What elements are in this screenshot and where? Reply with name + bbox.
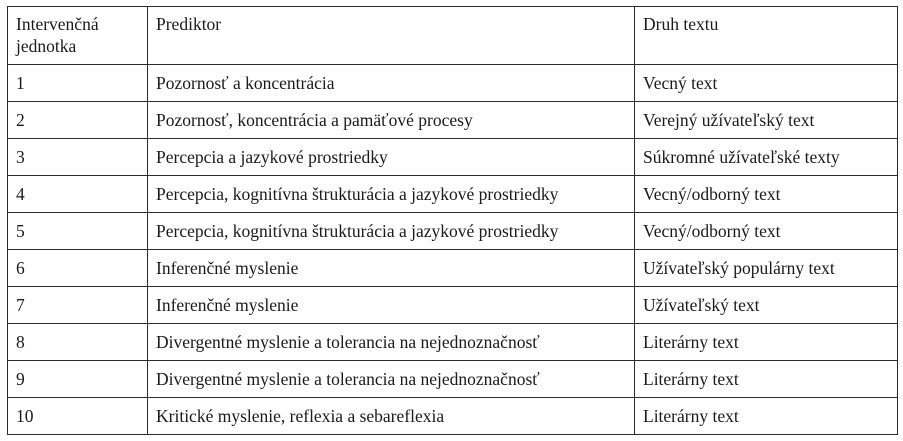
cell-unit: 6 [8,250,148,287]
cell-text-type: Vecný/odborný text [635,213,898,250]
cell-unit: 9 [8,361,148,398]
cell-predictor: Divergentné myslenie a tolerancia na nejednoznačnosť [148,361,635,398]
cell-unit: 7 [8,287,148,324]
table-row [8,287,898,324]
cell-text-type: Užívateľský text [635,287,898,324]
cell-predictor: Inferenčné myslenie [148,250,635,287]
table-body [8,65,898,435]
intervention-table [7,6,898,435]
cell-unit: 4 [8,176,148,213]
table-row [8,324,898,361]
table-header [8,7,898,65]
cell-predictor: Percepcia, kognitívna štrukturácia a jazykové prostriedky [148,176,635,213]
table-row [8,213,898,250]
header-text-type: Druh textu [635,7,898,65]
table-row [8,250,898,287]
cell-text-type: Užívateľský populárny text [635,250,898,287]
cell-predictor: Inferenčné myslenie [148,287,635,324]
cell-text-type: Literárny text [635,361,898,398]
header-predictor: Prediktor [148,7,635,65]
cell-unit: 8 [8,324,148,361]
table-row [8,139,898,176]
table-row [8,176,898,213]
cell-unit: 10 [8,398,148,435]
cell-predictor: Percepcia a jazykové prostriedky [148,139,635,176]
cell-predictor: Pozornosť a koncentrácia [148,65,635,102]
cell-text-type: Verejný užívateľský text [635,102,898,139]
table-row [8,398,898,435]
header-row [8,7,898,65]
cell-predictor: Percepcia, kognitívna štrukturácia a jazykové prostriedky [148,213,635,250]
cell-unit: 3 [8,139,148,176]
cell-unit: 1 [8,65,148,102]
cell-predictor: Divergentné myslenie a tolerancia na nejednoznačnosť [148,324,635,361]
header-unit: Intervenčná jednotka [8,7,148,65]
cell-text-type: Literárny text [635,324,898,361]
cell-predictor: Pozornosť, koncentrácia a pamäťové procesy [148,102,635,139]
cell-text-type: Súkromné užívateľské texty [635,139,898,176]
table-row [8,361,898,398]
cell-text-type: Literárny text [635,398,898,435]
cell-text-type: Vecný text [635,65,898,102]
cell-predictor: Kritické myslenie, reflexia a sebareflexia [148,398,635,435]
cell-unit: 2 [8,102,148,139]
table-row [8,65,898,102]
cell-text-type: Vecný/odborný text [635,176,898,213]
cell-unit: 5 [8,213,148,250]
table-row [8,102,898,139]
